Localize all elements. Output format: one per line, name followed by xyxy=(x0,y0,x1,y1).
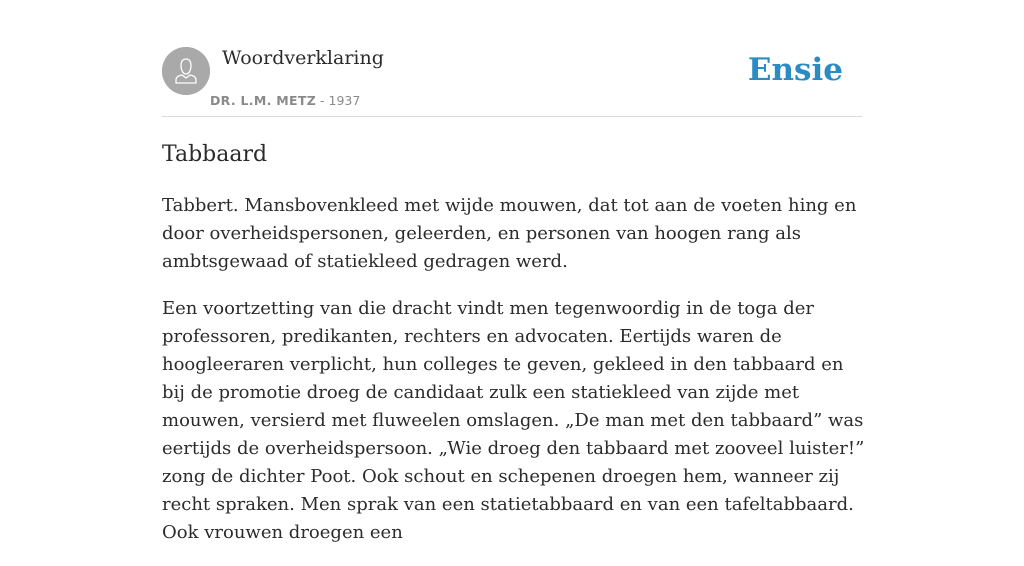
article-title: Tabbaard xyxy=(162,142,268,167)
source-title[interactable]: Woordverklaring xyxy=(222,47,384,69)
source-year: 1937 xyxy=(328,93,361,108)
source-author[interactable]: DR. L.M. METZ xyxy=(210,93,317,108)
article-paragraph: Een voortzetting van die dracht vindt men tegenwoordig in de toga der professoren, predikanten, rechters en advocaten. Eertijds waren de hoogleeraren verplicht, hun colleges te geven, gekleed in den tabbaard en bij de promotie droeg de candidaat zulk een statiekleed van zijde met mouwen, versierd met fluweelen omslagen. „De man met den tabbaard” was eertijds de overheidspersoon. „Wie droeg den tabbaard met zooveel luister!” zong de dichter Poot. Ook schout en schepenen droegen hem, wanneer zij recht spraken. Men sprak van een statietabbaard en van een tafeltabbaard. Ook vrouwen droegen een xyxy=(162,298,865,543)
source-meta xyxy=(210,93,360,109)
article-body xyxy=(162,192,868,566)
user-icon xyxy=(162,47,210,95)
source-header xyxy=(162,46,862,117)
brand-logo[interactable]: Ensie xyxy=(747,52,843,88)
meta-separator: - xyxy=(316,93,329,108)
article-paragraph: Tabbert. Mansbovenkleed met wijde mouwen, dat tot aan de voeten hing en door overheidspersonen, geleerden, en personen van hoogen rang als ambtsgewaad of statiekleed gedragen werd. xyxy=(162,195,857,272)
